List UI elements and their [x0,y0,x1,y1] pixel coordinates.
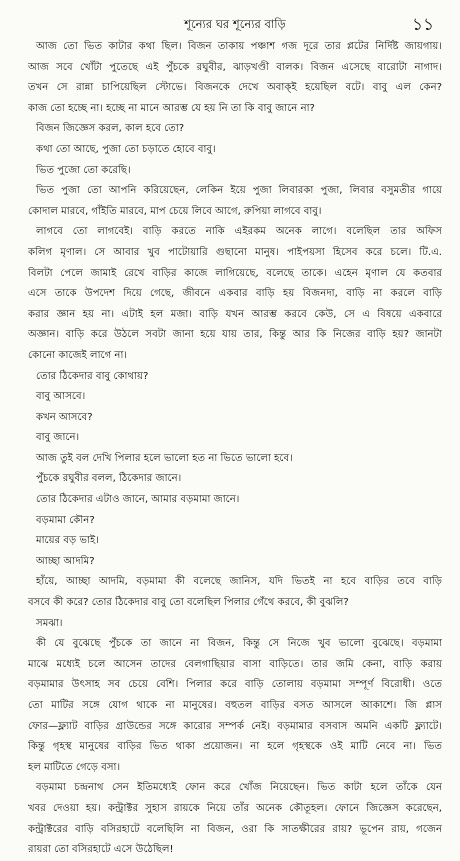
text-line: কখন আসবে? [36,411,93,423]
text-line: কোনো কাজেই লাগে না। [28,349,128,361]
text-line: রায়রা তো বসিরহাটে এসে উঠেছিল! [28,844,174,856]
text-line: কোদাল মারবে, গাঁইতি মারবে, মাপ চেয়ে লিবে আগে, রুপিয়া লাগবে বাবু। [28,205,322,217]
text-line: আজ তো ভিত কাটার কথা ছিল। বিজন তাকায় পঞ্চাশ গজ দূরে তার প্লটের নির্দিষ্ট জায়গায়। [36,41,442,52]
text-line: লাগবে তো লাগবেই। বাড়ি করতে নাকি এইরকম অনেক লাগে। বলেছিল তার অফিস [36,226,442,238]
text-line: অজ্ঞান। বাড়ি করে উঠলে সবটা জানা হয়ে যায় তার, কিন্তু আর কি নিজের বাড়ি হয়? জানটা [28,329,442,341]
text-line: মায়ের বড় ভাই। [36,535,99,547]
text-line: ভিত পুজো তো করেছি। [36,164,131,176]
text-line: বিজন জিজ্ঞেস করল, কাল হবে তো? [36,123,185,135]
text-line: কিন্তু গৃহস্থ মানুষের বাড়ির ভিত থাকা প্রয়োজন। না হলে গৃহস্থকে ওই মাটি নেবে না। ভিত [28,741,442,753]
text-line: ভিত পুজা তো আপনি করিয়েছেন, লেকিন ইয়ে পুজা লিবারকা পুজা, লিবার বসুমতীর গায়ে [36,185,442,197]
text-line: এসে তাকে উপদেশ দিয়ে গেছে, জীবনে একবার বাড়ি হয় বিজনদা, বাড়ি না করলে বাড়ি [28,288,442,300]
text-line: আজ তুই বল দেখি পিলার হলে ভালো হত না ভিতে ভালো হবে। [36,452,293,464]
text-line: ফোর—ফ্ল্যাট বাড়ির গ্রাউন্ডের সঙ্গে কারোর সম্পর্ক নেই। বড়মামার বসবাস অমনি একটি ফ্ল্যাটে। [28,720,442,732]
text-line: বাবু আসবে। [36,391,86,403]
text-line: কাজ তো হচ্ছে না। হচ্ছে না মানে আরম্ভ যে হয় নি তা কি বাবু জানে না? [28,102,315,114]
page-header [28,10,442,34]
text-line: বড়মামা কৌন? [36,514,95,526]
text-line: তো মাটির সঙ্গে যোগ থাকে না মানুষের। বহুতল বাড়ির বসত আসলে আকাশে। জি প্লাস [28,700,442,711]
text-line: বড়মামা চন্দ্রনাথ সেন ইতিমধ্যেই ফোন করে খোঁজ নিয়েছেন। ভিত কাটা হলে তাঁকে যেন [36,782,442,794]
text-line: সমঝা। [36,617,63,629]
text-line: কন্ট্রাক্টরের বাড়ি বসিরহাটে বলেছিলি না বিজন, ওরা কি সাতক্ষীরের রায়? ভূপেন রায়, গজেন [28,823,442,835]
text-line: কথা তো আছে, পুজা তো চড়াতে হোবে বাবু। [36,143,216,155]
text-line: হাঁয়ে, আচ্ছা আদমি, বড়মামা কী বলেছে জানিস, যদি ভিতই না হবে বাড়ির তবে বাড়ি [36,576,442,588]
text-line: বাবু জানে। [36,432,80,444]
text-line: আচ্ছা আদমি? [36,555,95,567]
text-line: মাঝে মধ্যেই চলে আসেন তাদের বেলগাছিয়ার বাসা বাড়িতে। তার জমি কেনা, বাড়ি করায় [28,658,442,670]
body-text [28,37,442,861]
page-number: ১১ [411,15,434,35]
text-line: কী যে বুঝেছে পুঁচকে তা জানে না বিজন, কিন্তু সে নিজে খুব ভালো বুঝেছে। বড়মামা [36,638,442,650]
running-title: শূন্যের ঘর শূন্যের বাড়ি [184,17,286,31]
text-line: তোর ঠিকেদার বাবু কোথায়? [36,370,149,382]
text-line: করার জ্ঞান হয় না। এটাই হল মজা। বাড়ি যখন আরম্ভ করবে কেউ, সে এ বিষয়ে একবারে [28,308,442,320]
text-line: বসবে কী করে? তোর ঠিকেদার বাবু তো বলেছিল পিলার গেঁথে করবে, কী বুঝলি? [28,597,349,609]
text-line: খবর দেওয়া হয়। কন্ট্রাক্টর সুহাস রায়কে নিয়ে তাঁর অনেক কৌতূহল। ফোনে জিজ্ঞেস করেছেন, [28,802,442,814]
text-line: তখন সে রান্না চাপিয়েছিল স্টোভে। বিজনকে দেখে অবাক্ই হয়েছিল বটে। বাবু এল কেন? [28,82,442,94]
text-line: তোর ঠিকেদার এটাও জানে, আমার বড়মামা জানে। [36,494,240,506]
text-line: আজ সবে খোঁটা পুতেছে এই পুঁচকে রঘুবীর, ঝাড়খণ্ডী বালক। বিজন এসেছে বারোটা নাগাদ। [28,61,442,73]
text-line: কলিগ মৃণাল। সে আবার খুব পাটোয়ারি গুছানো মানুষ। পাইপয়সা হিসেব করে চলে। টি.এ. [28,246,442,258]
text-line: পুঁচকে রঘুবীর বলল, ঠিকেদার জানে। [36,473,182,485]
text-line: বড়মামার উৎসাহ সব চেয়ে বেশি। পিলার করে বাড়ি তোলায় বড়মামা সম্পূর্ণ বিরোধী। ওতে [28,679,442,691]
text-line: হল মাটিতে গেড়ে বসা। [28,761,121,773]
text-line: বিলটা পেলে জামাই রেখে বাড়ির কাজে লাগিয়েছে, বলেছে তাকে। এহেন মৃণাল যে কতবার [28,267,442,279]
